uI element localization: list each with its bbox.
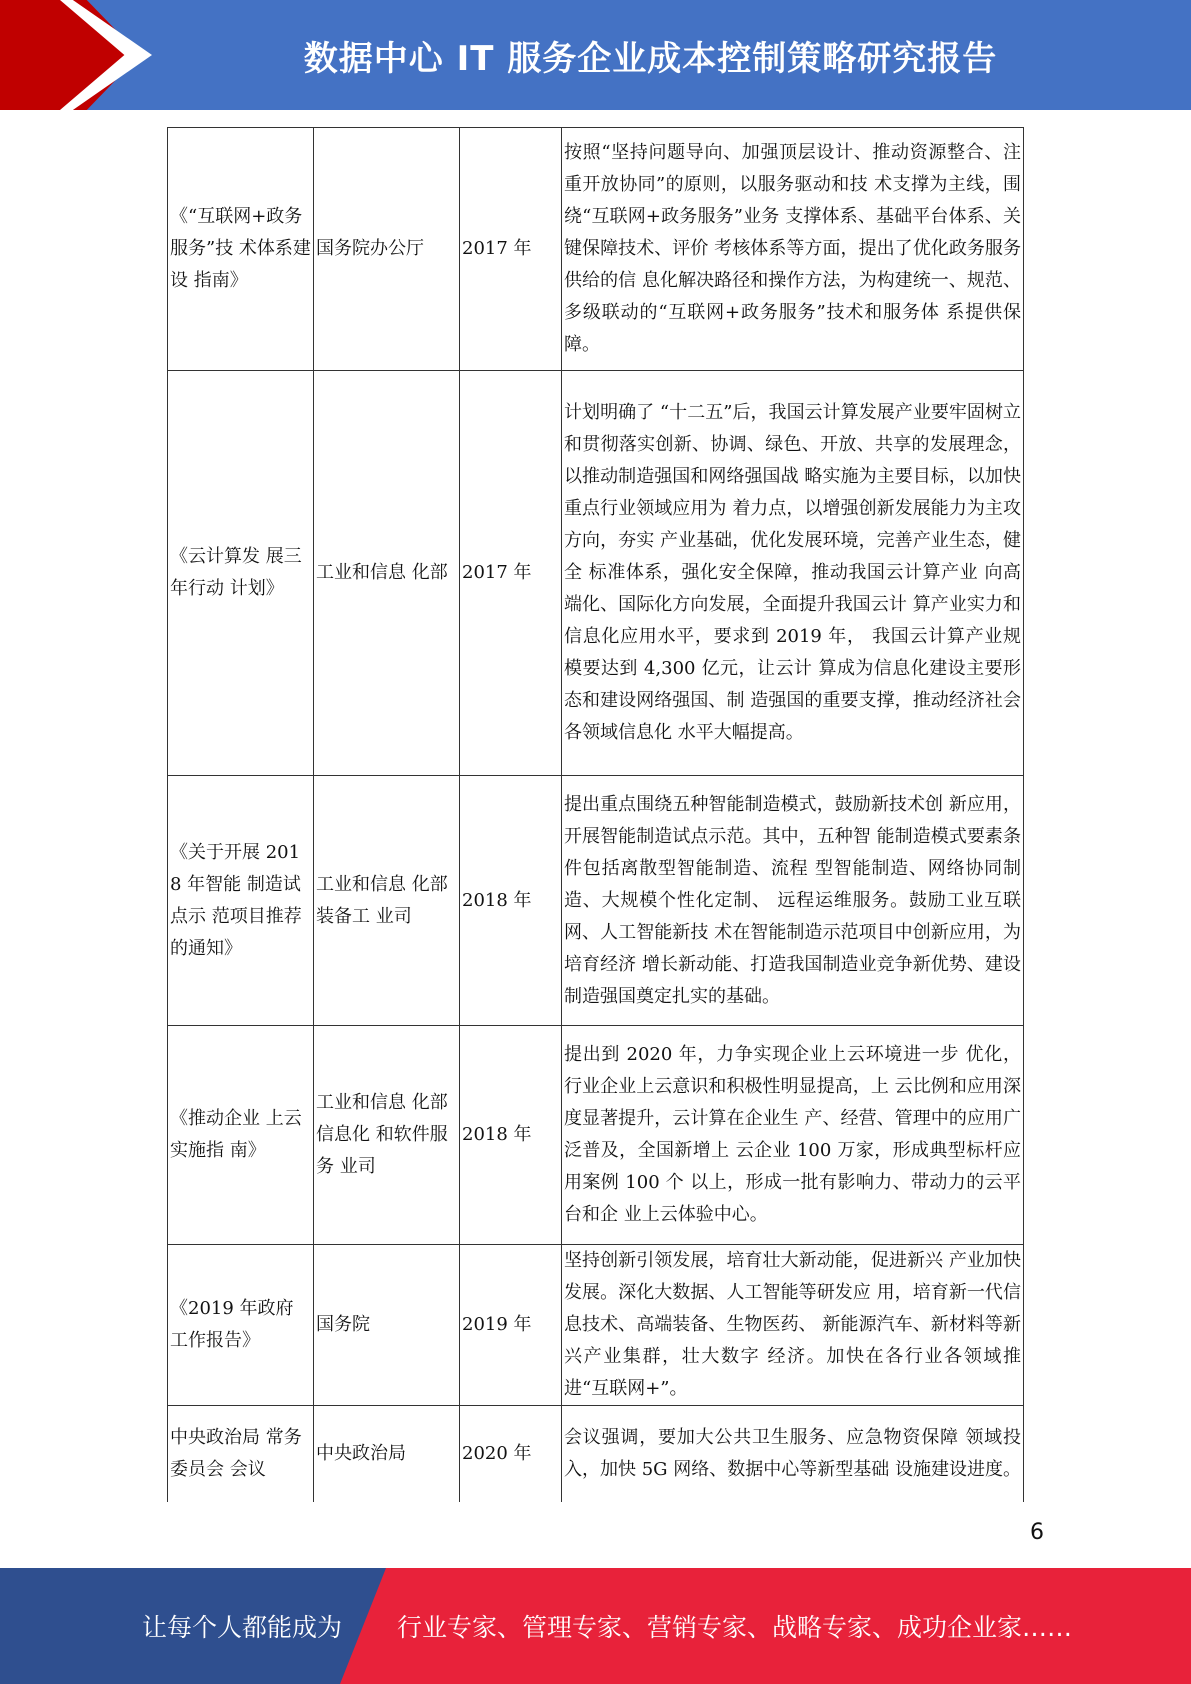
policy-name: 《云计算发 展三年行动 计划》 bbox=[168, 371, 314, 776]
policy-name: 中央政治局 常务委员会 会议 bbox=[168, 1406, 314, 1502]
policy-description: 会议强调，要加大公共卫生服务、应急物资保障 领域投入，加快 5G 网络、数据中心等新型基础 设施建设进度。 bbox=[562, 1406, 1024, 1502]
policy-year: 2017 年 bbox=[460, 371, 562, 776]
policy-description: 按照“坚持问题导向、加强顶层设计、推动资源整合、注重开放协同”的原则，以服务驱动和技 术支撑为主线，围绕“互联网+政务服务”业务 支撑体系、基础平台体系、关键保障技术、评价 考核体系等方面，提出了优化政务服务供给的信 息化解决路径和操作方法，为构建统一、规范、 多级联动的“互联网+政务服务”技术和服务体 系提供保障。 bbox=[562, 128, 1024, 371]
policy-issuer: 工业和信息 化部 bbox=[314, 371, 460, 776]
table-row bbox=[168, 776, 1024, 1026]
policy-table bbox=[167, 127, 1024, 1502]
policy-year: 2018 年 bbox=[460, 1026, 562, 1245]
report-title: 数据中心 IT 服务企业成本控制策略研究报告 bbox=[303, 38, 998, 79]
table-row bbox=[168, 1406, 1024, 1502]
policy-name: 《“互联网+政务服务”技 术体系建设 指南》 bbox=[168, 128, 314, 371]
footer-slogan-right: 行业专家、管理专家、营销专家、战略专家、成功企业家…… bbox=[397, 1613, 1073, 1642]
policy-issuer: 工业和信息 化部信息化 和软件服务 业司 bbox=[314, 1026, 460, 1245]
policy-description: 计划明确了 “十二五”后，我国云计算发展产业要牢固树立和贯彻落实创新、协调、绿色、开放、共享的发展理念，以推动制造强国和网络强国战 略实施为主要目标，以加快重点行业领域应用为 着力点，以增强创新发展能力为主攻方向，夯实 产业基础，优化发展环境，完善产业生态，健全 标准体系，强化安全保障，推动我国云计算产业 向高端化、国际化方向发展，全面提升我国云计 算产业实力和信息化应用水平，要求到 2019 年， 我国云计算产业规模要达到 4,300 亿元，让云计 算成为信息化建设主要形态和建设网络强国、制 造强国的重要支撑，推动经济社会各领域信息化 水平大幅提高。 bbox=[562, 371, 1024, 776]
table-row bbox=[168, 128, 1024, 371]
policy-description: 提出重点围绕五种智能制造模式，鼓励新技术创 新应用，开展智能制造试点示范。其中，五种智 能制造模式要素条件包括离散型智能制造、流程 型智能制造、网络协同制造、大规模个性化定制、 远程运维服务。鼓励工业互联网、人工智能新技 术在智能制造示范项目中创新应用，为培育经济 增长新动能、打造我国制造业竞争新优势、建设 制造强国奠定扎实的基础。 bbox=[562, 776, 1024, 1026]
header-red-arrow bbox=[0, 0, 140, 110]
footer-slogan-left: 让每个人都能成为 bbox=[142, 1613, 343, 1642]
policy-issuer: 中央政治局 bbox=[314, 1406, 460, 1502]
policy-year: 2020 年 bbox=[460, 1406, 562, 1502]
policy-name: 《推动企业 上云实施指 南》 bbox=[168, 1026, 314, 1245]
policy-name: 《关于开展 2018 年智能 制造试点示 范项目推荐 的通知》 bbox=[168, 776, 314, 1026]
page-footer bbox=[0, 1568, 1191, 1684]
policy-year: 2017 年 bbox=[460, 128, 562, 371]
policy-year: 2018 年 bbox=[460, 776, 562, 1026]
table-row bbox=[168, 1245, 1024, 1406]
policy-issuer: 工业和信息 化部装备工 业司 bbox=[314, 776, 460, 1026]
policy-issuer: 国务院 bbox=[314, 1245, 460, 1406]
policy-issuer: 国务院办公厅 bbox=[314, 128, 460, 371]
page-number: 6 bbox=[1030, 1520, 1044, 1545]
policy-description: 提出到 2020 年，力争实现企业上云环境进一步 优化，行业企业上云意识和积极性明显提高，上 云比例和应用深度显著提升，云计算在企业生 产、经营、管理中的应用广泛普及，全国新增上 云企业 100 万家，形成典型标杆应用案例 100 个 以上，形成一批有影响力、带动力的云平台和企 业上云体验中心。 bbox=[562, 1026, 1024, 1245]
table-row bbox=[168, 1026, 1024, 1245]
policy-name: 《2019 年政府工作报告》 bbox=[168, 1245, 314, 1406]
page-header bbox=[0, 0, 1191, 110]
table-row bbox=[168, 371, 1024, 776]
policy-year: 2019 年 bbox=[460, 1245, 562, 1406]
policy-description: 坚持创新引领发展，培育壮大新动能，促进新兴 产业加快发展。深化大数据、人工智能等研发应 用，培育新一代信息技术、高端装备、生物医药、 新能源汽车、新材料等新兴产业集群，壮大数字 经济。加快在各行业各领域推进“互联网+”。 bbox=[562, 1245, 1024, 1406]
